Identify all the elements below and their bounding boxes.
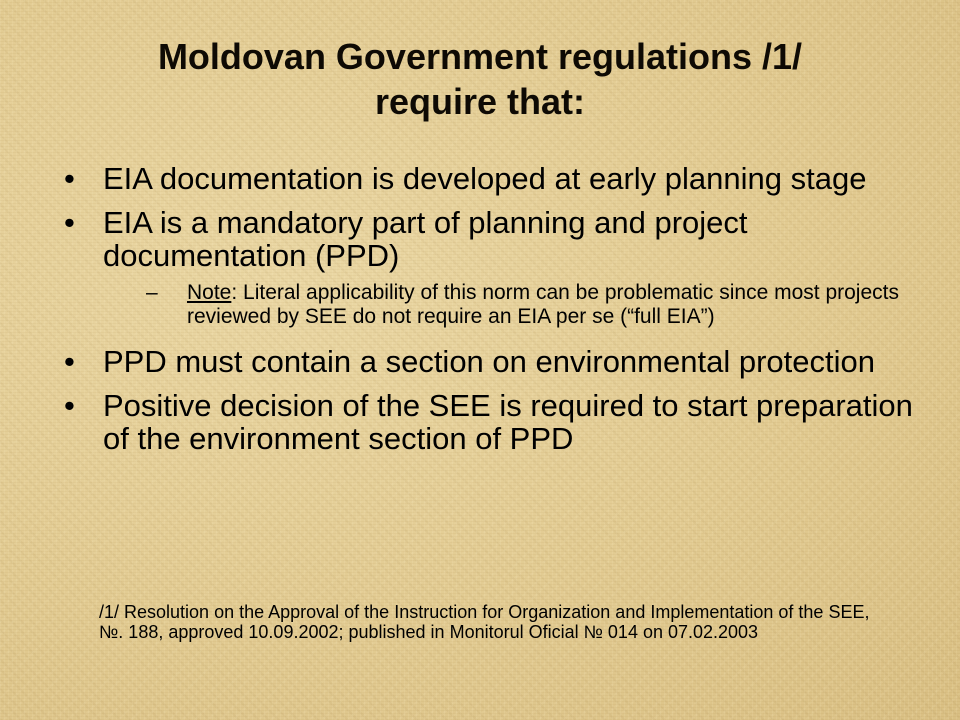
bullet-text: Positive decision of the SEE is required to start preparation of the environment section of PPD	[103, 388, 913, 456]
bullet-dot-icon: •	[64, 388, 75, 423]
bullet-text: EIA is a mandatory part of planning and project documentation (PPD)	[103, 205, 748, 273]
bullet-item	[60, 389, 920, 455]
title-line-1: Moldovan Government regulations /1/	[157, 36, 803, 77]
bullet-text: EIA documentation is developed at early planning stage	[103, 161, 867, 196]
note-label: Note	[187, 281, 232, 304]
bullet-dot-icon: •	[64, 161, 75, 196]
dash-icon: –	[146, 281, 158, 304]
slide-title	[20, 34, 940, 124]
note-sub-bullet	[146, 281, 920, 329]
bullet-item	[60, 206, 920, 329]
bullet-dot-icon: •	[64, 344, 75, 379]
bullet-item	[60, 162, 920, 195]
bullet-item	[60, 345, 920, 378]
note-text: : Literal applicability of this norm can be problematic since most projects reviewed by SEE do not require an EIA per se (“full EIA”)	[187, 281, 899, 328]
bullet-text: PPD must contain a section on environmental protection	[103, 344, 875, 379]
bullet-dot-icon: •	[64, 205, 75, 240]
title-line-2: require that:	[374, 81, 586, 122]
footnote: /1/ Resolution on the Approval of the Instruction for Organization and Implementation of the SEE, №. 188, approved 10.09.2002; published in Monitorul Oficial № 014 on 07.02.2003	[99, 602, 870, 642]
bullet-list	[60, 162, 920, 466]
